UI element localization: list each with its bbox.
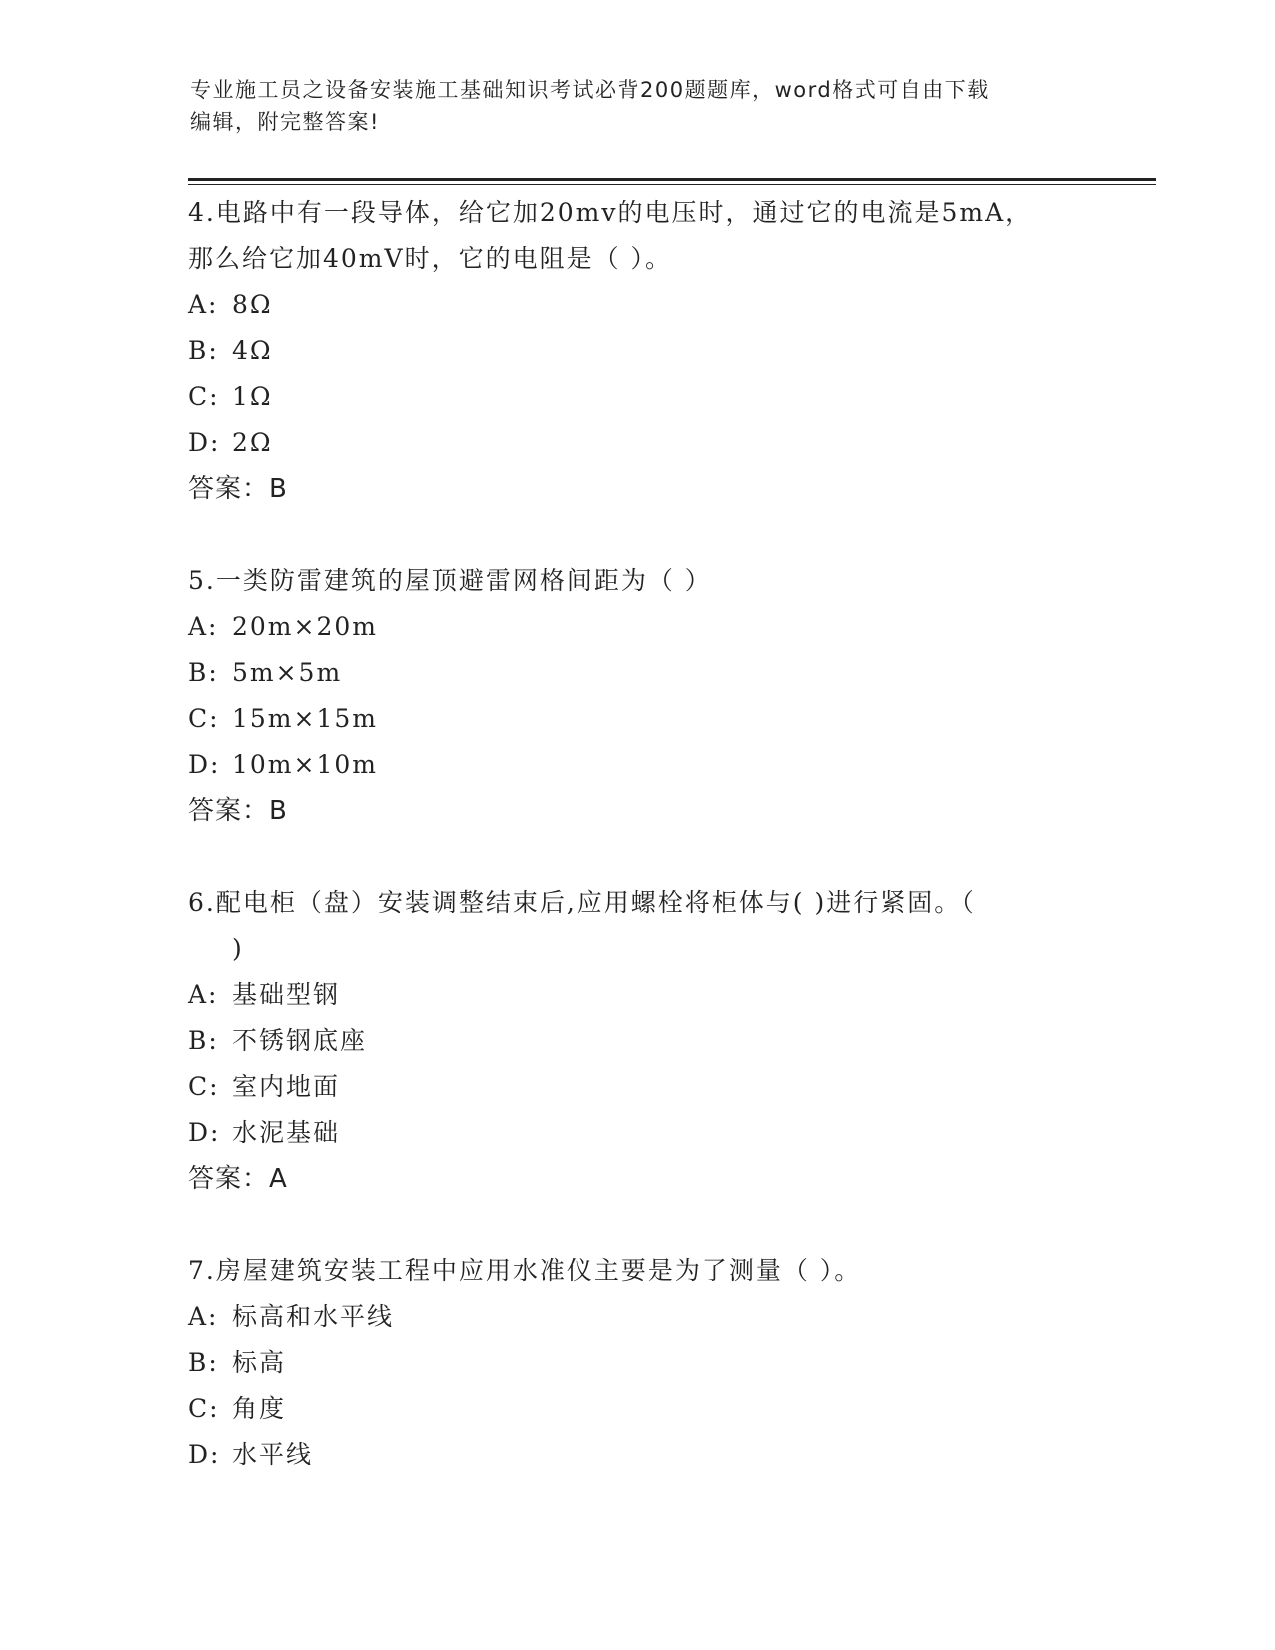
option-key: A: — [188, 1302, 219, 1331]
option-text: 标高和水平线 — [232, 1302, 395, 1331]
option-key: B: — [188, 336, 219, 365]
option-key: A: — [188, 290, 219, 319]
question-line: 4.电路中有一段导体，给它加20mv的电压时，通过它的电流是5mA， — [188, 198, 1033, 227]
option-text: 1Ω — [232, 382, 273, 411]
option-d — [188, 420, 1088, 466]
option-a — [188, 282, 1088, 328]
question-spacer — [188, 834, 1088, 880]
option-text: 8Ω — [232, 290, 273, 319]
option-key: C: — [188, 382, 220, 411]
option-key: A: — [188, 612, 219, 641]
option-key: D: — [188, 750, 221, 779]
option-text: 4Ω — [232, 336, 273, 365]
option-text: 角度 — [232, 1394, 287, 1423]
option-text: 基础型钢 — [232, 980, 341, 1009]
option-b — [188, 1018, 1088, 1064]
option-key: B: — [188, 658, 219, 687]
answer-label: 答案：B — [188, 796, 288, 826]
option-c — [188, 374, 1088, 420]
header-divider-thick — [188, 178, 1156, 181]
option-key: C: — [188, 1394, 220, 1423]
option-c — [188, 1386, 1088, 1432]
option-d — [188, 1432, 1088, 1478]
option-b — [188, 650, 1088, 696]
answer-label: 答案：B — [188, 474, 288, 504]
question-text — [188, 190, 1088, 282]
question-text — [188, 558, 1088, 604]
question-block — [188, 558, 1088, 834]
document-header — [190, 74, 1090, 138]
option-c — [188, 1064, 1088, 1110]
option-text: 15m×15m — [232, 704, 378, 733]
option-a — [188, 972, 1088, 1018]
option-key: B: — [188, 1348, 219, 1377]
option-text: 室内地面 — [232, 1072, 341, 1101]
option-d — [188, 742, 1088, 788]
question-text — [188, 1248, 1088, 1294]
option-a — [188, 604, 1088, 650]
question-line: 6.配电柜（盘）安装调整结束后,应用螺栓将柜体与( )进行紧固。（ — [188, 888, 976, 917]
option-key: D: — [188, 428, 221, 457]
header-line-2: 编辑，附完整答案! — [190, 110, 380, 134]
question-line: 7.房屋建筑安装工程中应用水准仪主要是为了测量（ ）。 — [188, 1256, 862, 1285]
option-text: 水泥基础 — [232, 1118, 341, 1147]
question-line: 那么给它加40mV时，它的电阻是（ ）。 — [188, 244, 673, 273]
option-key: B: — [188, 1026, 219, 1055]
question-list — [188, 190, 1088, 1478]
question-line: 5.一类防雷建筑的屋顶避雷网格间距为（ ） — [188, 566, 712, 595]
option-text: 10m×10m — [232, 750, 378, 779]
option-d — [188, 1110, 1088, 1156]
option-text: 2Ω — [232, 428, 273, 457]
question-block — [188, 880, 1088, 1202]
option-key: D: — [188, 1440, 221, 1469]
header-line-1: 专业施工员之设备安装施工基础知识考试必背200题题库，word格式可自由下载 — [190, 78, 990, 102]
question-spacer — [188, 512, 1088, 558]
option-text: 20m×20m — [232, 612, 378, 641]
answer-label: 答案：A — [188, 1164, 288, 1194]
question-block — [188, 1248, 1088, 1478]
question-text — [188, 880, 1088, 972]
question-block — [188, 190, 1088, 512]
question-spacer — [188, 1202, 1088, 1248]
option-key: C: — [188, 704, 220, 733]
option-text: 不锈钢底座 — [232, 1026, 368, 1055]
option-b — [188, 328, 1088, 374]
option-text: 水平线 — [232, 1440, 314, 1469]
question-line: ) — [232, 934, 244, 963]
option-key: D: — [188, 1118, 221, 1147]
option-c — [188, 696, 1088, 742]
header-divider-thin — [188, 184, 1156, 185]
option-key: A: — [188, 980, 219, 1009]
option-b — [188, 1340, 1088, 1386]
option-text: 5m×5m — [232, 658, 343, 687]
option-key: C: — [188, 1072, 220, 1101]
option-text: 标高 — [232, 1348, 287, 1377]
option-a — [188, 1294, 1088, 1340]
